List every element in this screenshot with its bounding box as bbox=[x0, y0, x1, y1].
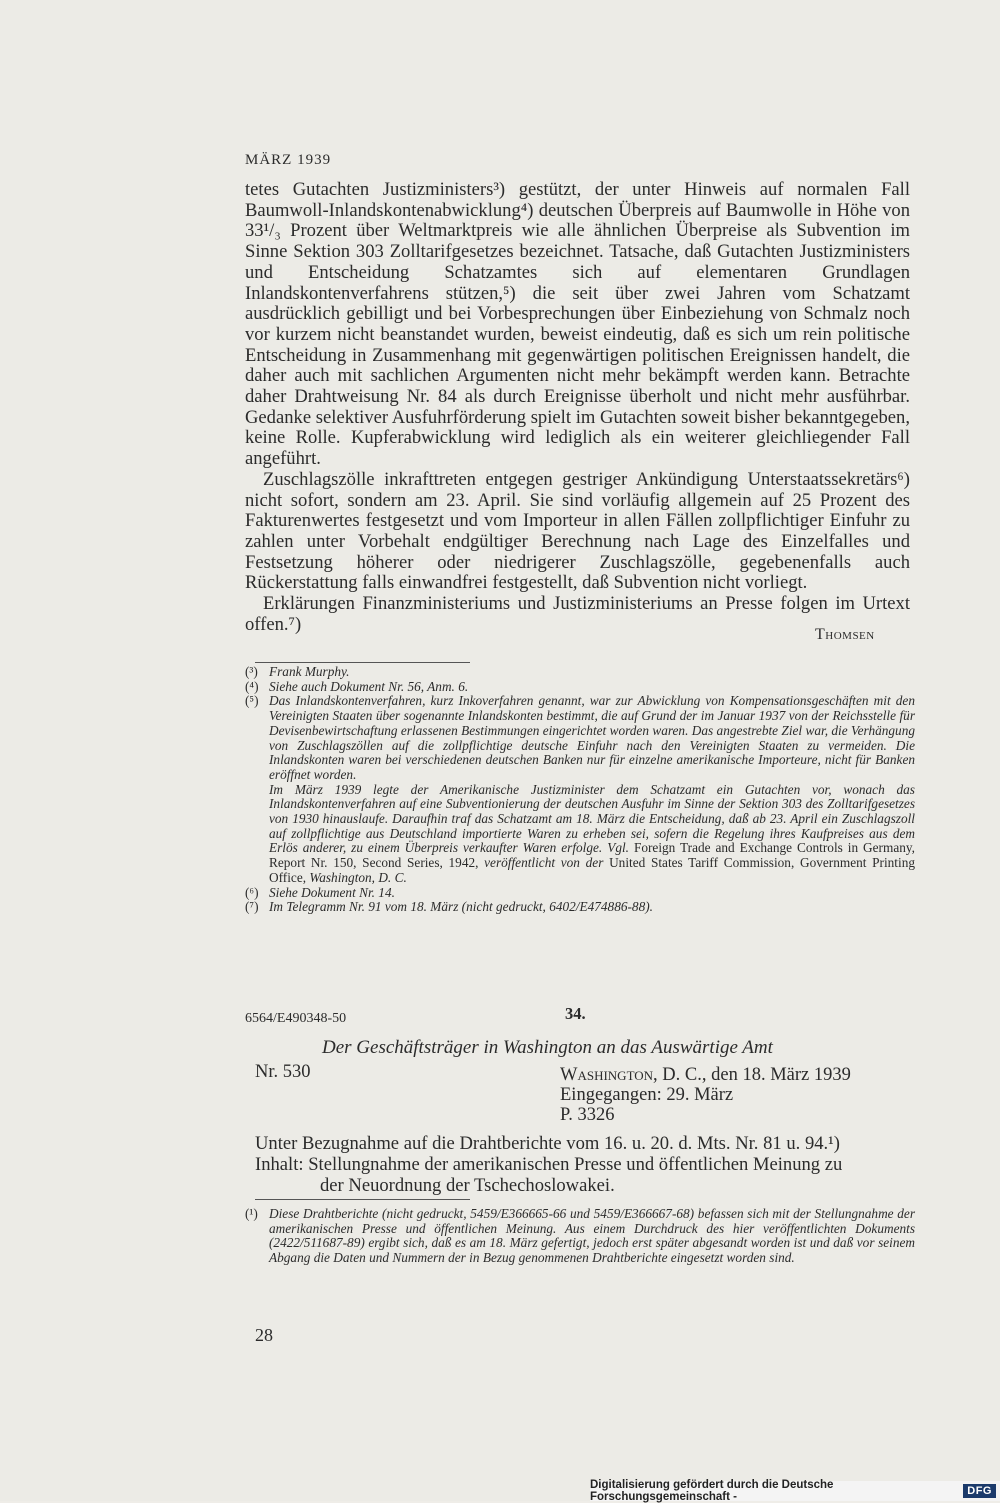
main-text bbox=[245, 180, 910, 635]
footnote-rule bbox=[255, 662, 470, 663]
paragraph: tetes Gutachten Justizministers³) gestützt, der unter Hinweis auf normalen Fall Baumwoll-Inlandskontenabwicklung⁴) deutschen Überpreis auf Baumwolle in Höhe von 33¹/₃ Prozent über Weltmarktpreis wie alle ähnlichen Überpreise als Subvention im Sinne Sektion 303 Zolltarifgesetzes bezeichnet. Tatsache, daß Gutachten Justizministers und Entscheidung Schatzamtes sich auf elementaren Grundlagen Inlandskontenverfahrens stützen,⁵) die seit über zwei Jahren vom Schatzamt ausdrücklich gebilligt und bei Vorbesprechungen über Einbeziehung von Schmalz noch vor kurzem nicht beanstandet wurden, beweist eindeutig, daß es sich um rein politische Entscheidung in Zusammenhang mit gegenwärtigen politischen Ereignissen handelt, die daher auch mit sachlichen Argumenten nicht mehr bekämpft werden kann. Betrachte daher Drahtweisung Nr. 84 als durch Ereignisse überholt und nicht mehr ausführbar. Gedanke selektiver Ausfuhrförderung spielt im Gutachten soweit bisher bekanntgegeben, keine Rolle. Kupferabwicklung wird lediglich als ein weiterer gleichliegender Fall angeführt. bbox=[245, 179, 910, 470]
content-text-continued: der Neuordnung der Tschechoslowakei. bbox=[320, 1175, 615, 1196]
place: Washington, D. C., bbox=[560, 1065, 707, 1085]
citation-connector: veröffentlicht von der bbox=[484, 855, 604, 871]
footnote bbox=[245, 900, 915, 915]
footnote-rule bbox=[255, 1199, 470, 1200]
citation-place: Washington, D. C. bbox=[309, 869, 407, 885]
content-label: Inhalt: bbox=[255, 1154, 304, 1175]
footnote bbox=[245, 886, 915, 901]
p-number: P. 3326 bbox=[560, 1105, 615, 1125]
footnotes-top bbox=[245, 665, 915, 915]
subject-block bbox=[255, 1133, 915, 1196]
footnote-mark: (⁶) bbox=[245, 884, 259, 900]
citation-publisher: United States Tariff Commission, Government Printing Office, bbox=[269, 855, 915, 885]
paragraph: Erklärungen Finanzministeriums und Justizministeriums an Presse folgen im Urtext offen.⁷) bbox=[245, 593, 910, 635]
place-date-block bbox=[560, 1065, 851, 1125]
footnote-mark: (⁵) bbox=[245, 693, 259, 709]
date: den 18. März 1939 bbox=[711, 1065, 851, 1085]
signature: Thomsen bbox=[815, 626, 875, 643]
footnote bbox=[245, 665, 915, 680]
content-text: Stellungnahme der amerikanischen Presse und öffentlichen Meinung zu bbox=[308, 1154, 843, 1175]
document-number: 34. bbox=[565, 1004, 586, 1023]
citation-title: Foreign Trade and Exchange Controls in Germany, Report Nr. 150, Second Series, 1942, bbox=[269, 840, 915, 871]
footnote-text-continued bbox=[269, 783, 915, 886]
footnote-text: Frank Murphy. bbox=[269, 664, 350, 679]
footnote-text: Das Inlandskontenverfahren, kurz Inkoverfahren genannt, war zur Abwicklung von Kompensationsgeschäften mit den Vereinigten Staaten über sogenannte Inlandskonten bestimmt, die auf Grund der im Januar 1937 von der Reichsstelle für Devisenbewirtschaftung erlassenen Bestimmungen eingerichtet worden waren. Das angestrebte Ziel war, die Verhängung von Zuschlagszöllen auf die zollpflichtige deutsche Einfuhr nach den Vereinigten Staaten zu vermeiden. Die Inlandskonten waren bei verschiedenen deutschen Banken nur für einzelne amerikanische Importeure, nicht für Banken eröffnet worden. bbox=[269, 693, 915, 782]
footnote bbox=[245, 1207, 915, 1266]
place-date-line bbox=[560, 1065, 851, 1085]
received-date: Eingegangen: 29. März bbox=[560, 1085, 734, 1105]
footnotes-bottom bbox=[245, 1207, 915, 1266]
footnote-text: Im März 1939 legte der Amerikanische Justizminister dem Schatzamt ein Gutachten vor, wonach das Inlandskontenverfahren auf eine Subventionierung der deutschen Ausfuhr im Sinne der Sektion 303 des Zolltarifgesetzes von 1930 hinauslaufe. Daraufhin traf das Schatzamt am 18. März die Entscheidung, daß ab 23. April ein Zuschlagszoll auf zollpflichtige aus Deutschland importierte Waren zu erheben sei, sofern die Regelung ihres Kaufpreises aus dem Erlös anderer, zu einem Überpreis verkaufter Waren erfolge. Vgl. bbox=[269, 781, 915, 856]
document-code: 6564/E490348-50 bbox=[245, 1011, 347, 1026]
footnote-text: Siehe auch Dokument Nr. 56, Anm. 6. bbox=[269, 678, 469, 694]
content-line bbox=[255, 1154, 915, 1175]
page-number: 28 bbox=[255, 1325, 273, 1345]
footnote-body bbox=[269, 694, 915, 885]
footnote-text: Im Telegramm Nr. 91 vom 18. März (nicht gedruckt, 6402/E474886-88). bbox=[269, 899, 653, 915]
footnote-mark: (³) bbox=[245, 664, 258, 679]
footer-text: Digitalisierung gefördert durch die Deutsche Forschungsgemeinschaft - bbox=[590, 1479, 834, 1503]
footer-bar bbox=[590, 1481, 1000, 1501]
footnote bbox=[245, 680, 915, 695]
footnote-text: Siehe Dokument Nr. 14. bbox=[269, 884, 395, 900]
footnote-mark: (¹) bbox=[245, 1206, 258, 1221]
document-nr: Nr. 530 bbox=[255, 1062, 311, 1082]
paragraph: Zuschlagszölle inkrafttreten entgegen gestriger Ankündigung Unterstaatssekretärs⁶) nicht sofort, sondern am 23. April. Sie sind vorläufig allgemein auf 25 Prozent des Fakturenwertes festgesetzt und vom Importeur in allen Fällen zollpflichtiger Einfuhr zu zahlen unter Vorbehalt endgültiger Berechnung nach Lage des Einzelfalles und Festsetzung höherer oder niedrigerer Zuschlagszölle, gegebenenfalls auch Rückerstattung falls einwandfrei festgestellt, daß Subvention nicht vorliegt. bbox=[245, 468, 910, 594]
footnote-mark: (⁷) bbox=[245, 899, 259, 915]
footnote bbox=[245, 694, 915, 885]
document-heading: Der Geschäftsträger in Washington an das Auswärtige Amt bbox=[322, 1037, 773, 1058]
running-head: MÄRZ 1939 bbox=[245, 152, 332, 168]
dfg-logo: DFG bbox=[963, 1484, 996, 1498]
footnote-mark: (⁴) bbox=[245, 678, 259, 694]
reference-line: Unter Bezugnahme auf die Drahtberichte vom 16. u. 20. d. Mts. Nr. 81 u. 94.¹) bbox=[255, 1133, 840, 1154]
footnote-text: Diese Drahtberichte (nicht gedruckt, 5459/E366665-66 und 5459/E366667-68) befassen sich mit der Stellungnahme der amerikanischen Presse und öffentlichen Meinung. Aus einem Durchdruck des hier veröffentlichten Dokuments (2422/511687-89) ergibt sich, daß es am 18. März gefertigt, jedoch erst später abgesandt worden ist und daß vor seinem Abgang die Daten und Nummern der in Bezug genommenen Drahtberichte eingesetzt worden sind. bbox=[269, 1206, 915, 1266]
